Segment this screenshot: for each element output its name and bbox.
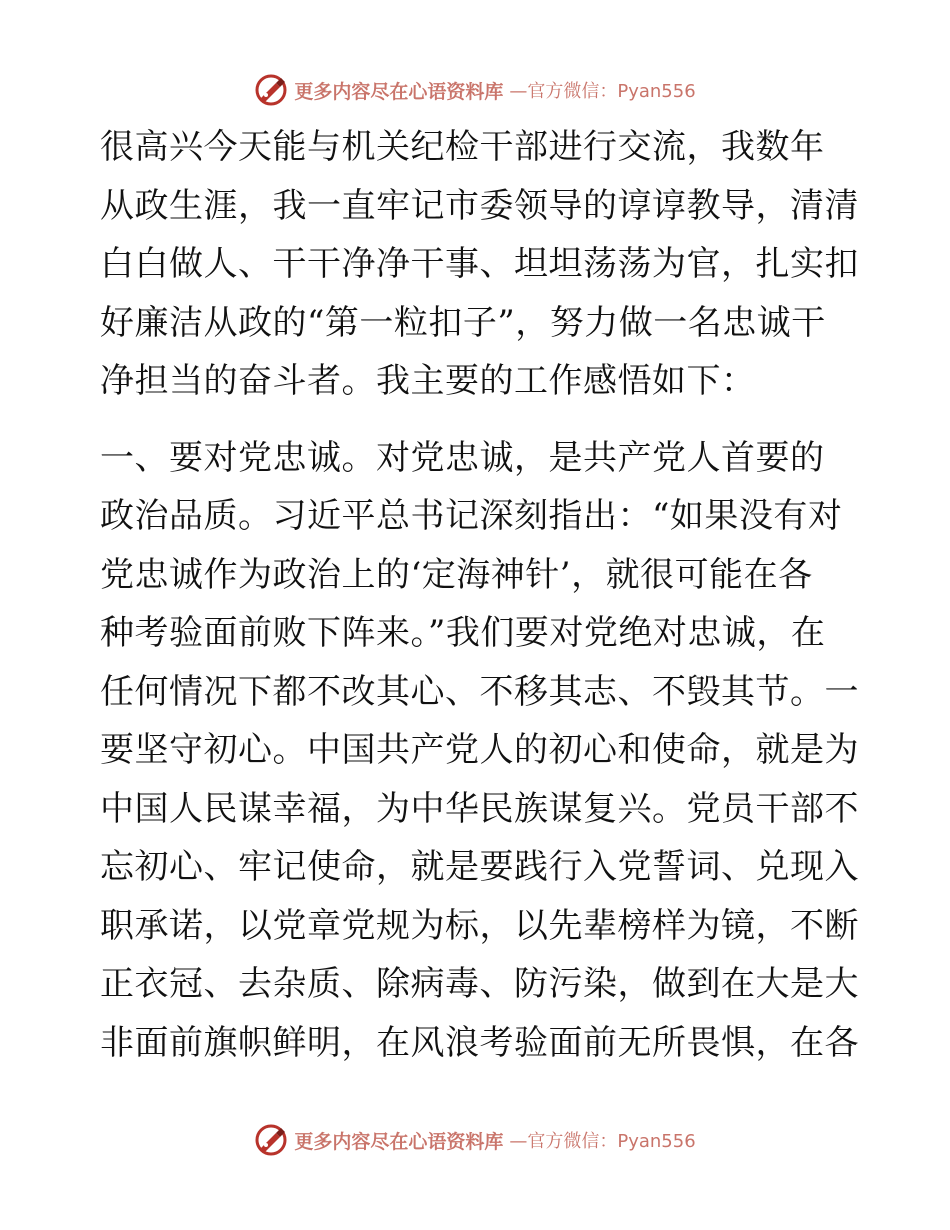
footer-banner [0,1120,950,1160]
document-body [100,118,860,1072]
text-line: 正衣冠、去杂质、除病毒、防污染，做到在大是大 [100,964,859,1004]
text-line: 政治品质。习近平总书记深刻指出：“如果没有对 [100,496,843,536]
paragraph-2 [100,429,860,1073]
text-line: 净担当的奋斗者。我主要的工作感悟如下： [100,361,756,401]
text-line: 忘初心、牢记使命，就是要践行入党誓词、兑现入 [100,847,859,887]
text-line: 中国人民谋幸福，为中华民族谋复兴。党员干部不 [100,788,859,829]
text-line: 从政生涯，我一直牢记市委领导的谆谆教导，清清 [100,185,859,226]
paragraph-1 [100,118,860,411]
text-line: 种考验面前败下阵来。”我们要对党绝对忠诚，在 [100,613,826,653]
pen-logo-icon [254,1123,288,1157]
text-line: 党忠诚作为政治上的‘定海神针’，就很可能在各 [100,554,813,595]
banner-wechat-text: —官方微信：Pyan556 [509,1131,696,1152]
text-line: 职承诺，以党章党规为标，以先辈榜样为镜，不断 [100,905,859,946]
banner-main-text: 更多内容尽在心语资料库 [294,1130,504,1153]
text-line: 一、要对党忠诚。对党忠诚，是共产党人首要的 [100,437,825,478]
text-line: 好廉洁从政的“第一粒扣子”，努力做一名忠诚干 [100,302,826,343]
text-line: 白白做人、干干净净干事、坦坦荡荡为官，扎实扣 [100,244,859,284]
banner-main-text: 更多内容尽在心语资料库 [294,80,504,103]
header-banner [0,70,950,110]
text-line: 很高兴今天能与机关纪检干部进行交流，我数年 [100,127,825,167]
banner-wechat-text: —官方微信：Pyan556 [509,81,696,102]
text-line: 非面前旗帜鲜明，在风浪考验面前无所畏惧，在各 [100,1022,859,1063]
text-line: 要坚守初心。中国共产党人的初心和使命，就是为 [100,730,859,770]
pen-logo-icon [254,73,288,107]
paragraph-gap [100,411,860,429]
text-line: 任何情况下都不改其心、不移其志、不毁其节。一 [100,671,859,712]
